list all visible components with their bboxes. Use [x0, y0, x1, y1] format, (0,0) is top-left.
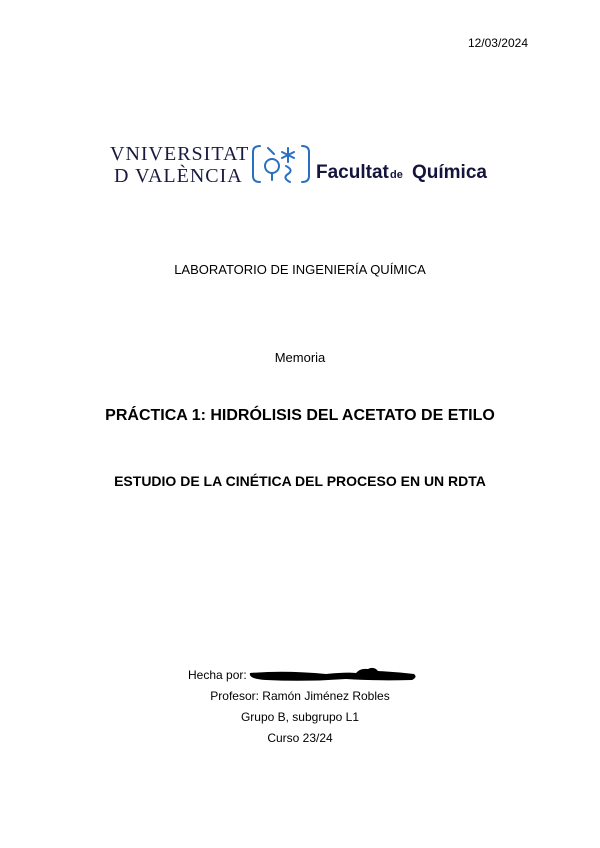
logo-faculty-prefix: Facultat — [316, 162, 389, 183]
document-type: Memoria — [274, 350, 326, 365]
course-line: Curso 23/24 — [267, 731, 333, 745]
university-faculty-logo — [108, 140, 508, 188]
university-emblem-icon — [253, 146, 309, 182]
logo-university-line2: D VALÈNCIA — [114, 165, 243, 187]
professor-line: Profesor: Ramón Jiménez Robles — [210, 689, 390, 703]
logo-university-line1: VNIVERSITAT — [110, 143, 250, 165]
credits-block — [0, 667, 600, 751]
logo-faculty-connector: de — [390, 169, 403, 181]
practice-subtitle: ESTUDIO DE LA CINÉTICA DEL PROCESO EN UN RDTA — [114, 473, 486, 489]
author-line — [0, 667, 600, 688]
university-wordmark — [110, 143, 249, 187]
practice-title: PRÁCTICA 1: HIDRÓLISIS DEL ACETATO DE ETILO — [105, 407, 495, 424]
lab-title: LABORATORIO DE INGENIERÍA QUÍMICA — [174, 262, 426, 277]
logo-faculty-name: Química — [412, 162, 487, 183]
group-line: Grupo B, subgrupo L1 — [240, 710, 360, 724]
date: 12/03/2024 — [467, 36, 528, 50]
faculty-wordmark — [316, 162, 487, 183]
author-label: Hecha por: — [188, 668, 247, 682]
redacted-author-names — [246, 667, 418, 685]
